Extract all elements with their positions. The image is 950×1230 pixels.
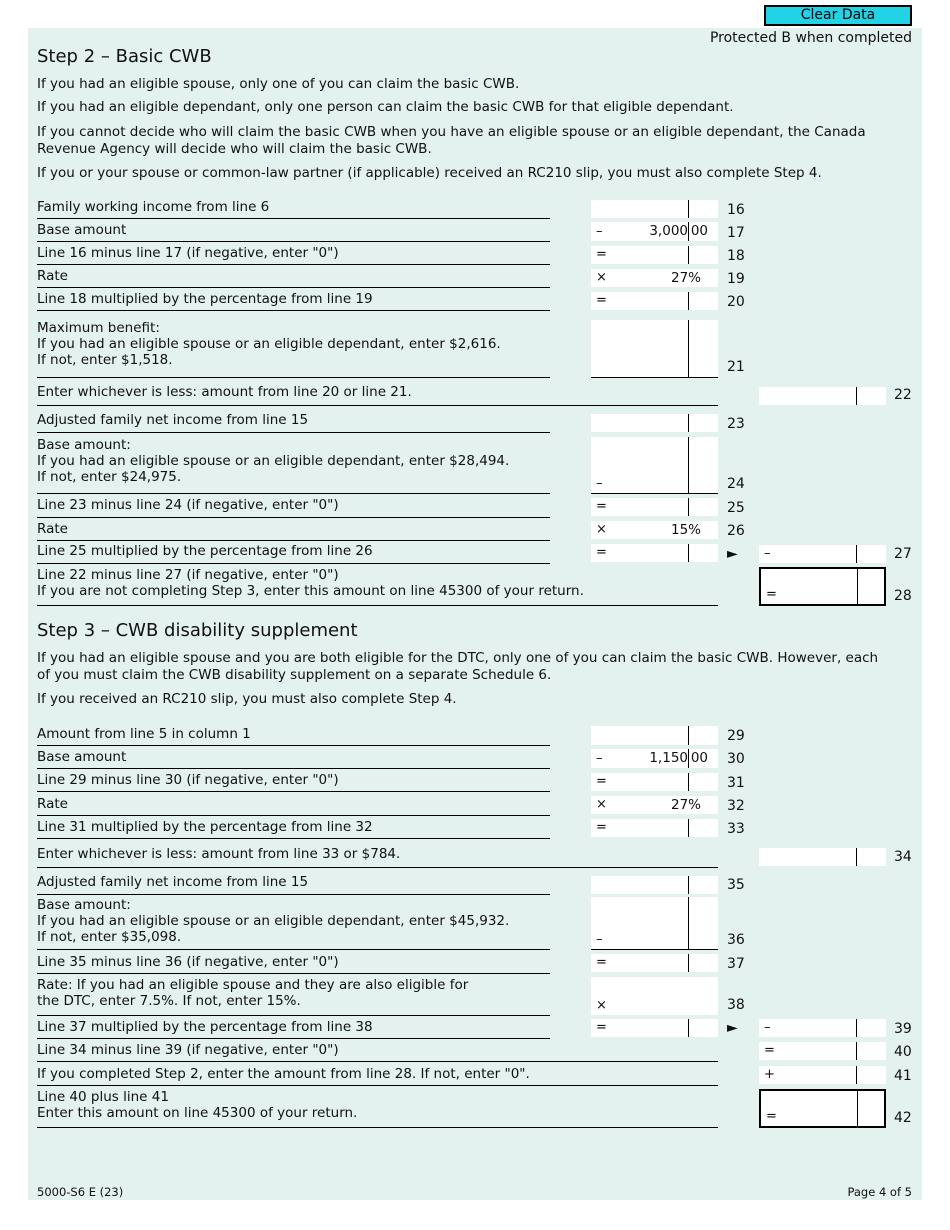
line21-label-3: If not, enter $1,518. bbox=[37, 352, 173, 368]
line40-field[interactable] bbox=[759, 1042, 886, 1060]
line21-number: 21 bbox=[727, 359, 745, 375]
line28-number: 28 bbox=[894, 588, 912, 604]
line21-label bbox=[37, 320, 550, 378]
line20-number: 20 bbox=[727, 294, 745, 310]
line36-label-1: Base amount: bbox=[37, 897, 131, 913]
line41-number: 41 bbox=[894, 1068, 912, 1084]
line37-label: Line 35 minus line 36 (if negative, enter "0") bbox=[37, 954, 550, 974]
clear-data-button[interactable]: Clear Data bbox=[764, 5, 912, 26]
line40-number: 40 bbox=[894, 1044, 912, 1060]
line42-label bbox=[37, 1089, 718, 1128]
step3-para2: If you received an RC210 slip, you must also complete Step 4. bbox=[37, 691, 457, 707]
equals-sign: = bbox=[766, 1109, 777, 1124]
line18-label: Line 16 minus line 17 (if negative, enter "0") bbox=[37, 245, 550, 265]
line37-number: 37 bbox=[727, 956, 745, 972]
step2-para3 bbox=[37, 124, 897, 158]
line36-field[interactable] bbox=[591, 897, 718, 950]
step3-title: Step 3 – CWB disability supplement bbox=[37, 620, 358, 641]
equals-sign: = bbox=[596, 1020, 607, 1035]
minus-sign: – bbox=[596, 224, 603, 239]
line18-field[interactable] bbox=[591, 246, 718, 264]
line34-label: Enter whichever is less: amount from line 33 or $784. bbox=[37, 846, 718, 868]
line39-total-field[interactable] bbox=[759, 1019, 886, 1037]
line31-field[interactable] bbox=[591, 773, 718, 791]
equals-sign: = bbox=[596, 774, 607, 789]
line17-number: 17 bbox=[727, 225, 745, 241]
times-sign: × bbox=[596, 998, 607, 1013]
line17-cents: 00 bbox=[690, 223, 708, 239]
line41-field[interactable] bbox=[759, 1066, 886, 1084]
line16-number: 16 bbox=[727, 202, 745, 218]
line32-rate: 27% bbox=[670, 797, 701, 813]
line38-number: 38 bbox=[727, 997, 745, 1013]
line42-label-2: Enter this amount on line 45300 of your return. bbox=[37, 1105, 358, 1121]
step2-para4: If you or your spouse or common-law partner (if applicable) received an RC210 slip, you must also complete Step 4. bbox=[37, 165, 822, 181]
line25-label: Line 23 minus line 24 (if negative, enter "0") bbox=[37, 497, 550, 518]
line27-label: Line 25 multiplied by the percentage from line 26 bbox=[37, 543, 550, 564]
line21-field[interactable] bbox=[591, 320, 718, 378]
line17-label: Base amount bbox=[37, 222, 550, 242]
line33-field[interactable] bbox=[591, 819, 718, 837]
equals-sign: = bbox=[596, 293, 607, 308]
line40-label: Line 34 minus line 39 (if negative, enter "0") bbox=[37, 1042, 718, 1062]
step2-para1: If you had an eligible spouse, only one of you can claim the basic CWB. bbox=[37, 76, 520, 92]
line38-label-2: the DTC, enter 7.5%. If not, enter 15%. bbox=[37, 993, 301, 1009]
equals-sign: = bbox=[596, 820, 607, 835]
line28-label-2: If you are not completing Step 3, enter this amount on line 45300 of your return. bbox=[37, 583, 584, 599]
line31-label: Line 29 minus line 30 (if negative, enter "0") bbox=[37, 772, 550, 792]
line28-label bbox=[37, 567, 718, 606]
line21-label-1: Maximum benefit: bbox=[37, 320, 160, 336]
line26-rate: 15% bbox=[670, 522, 701, 538]
line16-field[interactable] bbox=[591, 200, 718, 218]
equals-sign: = bbox=[596, 499, 607, 514]
line18-number: 18 bbox=[727, 248, 745, 264]
arrow-icon: ► bbox=[727, 546, 738, 562]
equals-sign: = bbox=[596, 545, 607, 560]
line21-label-2: If you had an eligible spouse or an eligible dependant, enter $2,616. bbox=[37, 336, 501, 352]
line24-label bbox=[37, 437, 550, 494]
line42-field[interactable] bbox=[759, 1089, 886, 1128]
line30-label: Base amount bbox=[37, 749, 550, 769]
line19-field bbox=[591, 269, 718, 287]
line25-field[interactable] bbox=[591, 498, 718, 516]
line26-number: 26 bbox=[727, 523, 745, 539]
line37-field[interactable] bbox=[591, 954, 718, 972]
line30-number: 30 bbox=[727, 751, 745, 767]
line36-label bbox=[37, 897, 550, 950]
line31-number: 31 bbox=[727, 775, 745, 791]
line24-label-1: Base amount: bbox=[37, 437, 131, 453]
line27-total-field[interactable] bbox=[759, 545, 886, 563]
times-sign: × bbox=[596, 270, 607, 285]
line19-number: 19 bbox=[727, 271, 745, 287]
line34-number: 34 bbox=[894, 849, 912, 865]
line24-field[interactable] bbox=[591, 437, 718, 494]
line17-field bbox=[591, 222, 718, 241]
step2-para3-line1: If you cannot decide who will claim the basic CWB when you have an eligible spouse or an eligible dependant, the Canada bbox=[37, 124, 866, 140]
step3-para1 bbox=[37, 650, 897, 684]
line42-label-1: Line 40 plus line 41 bbox=[37, 1089, 169, 1105]
equals-sign: = bbox=[764, 1043, 775, 1058]
arrow-icon: ► bbox=[727, 1020, 738, 1036]
line29-number: 29 bbox=[727, 728, 745, 744]
times-sign: × bbox=[596, 522, 607, 537]
line22-field[interactable] bbox=[759, 387, 886, 405]
step2-para3-line2: Revenue Agency will decide who will claim the basic CWB. bbox=[37, 141, 432, 157]
line29-field[interactable] bbox=[591, 726, 718, 745]
line42-number: 42 bbox=[894, 1110, 912, 1126]
line25-number: 25 bbox=[727, 500, 745, 516]
line22-number: 22 bbox=[894, 387, 912, 403]
line39-field[interactable] bbox=[591, 1019, 718, 1037]
line36-label-3: If not, enter $35,098. bbox=[37, 929, 182, 945]
line20-field[interactable] bbox=[591, 292, 718, 310]
line24-label-2: If you had an eligible spouse or an eligible dependant, enter $28,494. bbox=[37, 453, 510, 469]
line36-label-2: If you had an eligible spouse or an eligible dependant, enter $45,932. bbox=[37, 913, 510, 929]
line27-field[interactable] bbox=[591, 544, 718, 562]
equals-sign: = bbox=[596, 247, 607, 262]
protected-notice: Protected B when completed bbox=[709, 30, 912, 46]
minus-sign: – bbox=[596, 751, 603, 766]
line17-dollars: 3,000 bbox=[649, 223, 688, 239]
minus-sign: – bbox=[764, 546, 771, 561]
line28-field[interactable] bbox=[759, 567, 886, 606]
line39-number: 39 bbox=[894, 1021, 912, 1037]
line35-number: 35 bbox=[727, 877, 745, 893]
line30-field bbox=[591, 749, 718, 768]
line16-label: Family working income from line 6 bbox=[37, 199, 550, 219]
line26-field bbox=[591, 521, 718, 539]
line29-label: Amount from line 5 in column 1 bbox=[37, 726, 550, 746]
line22-label: Enter whichever is less: amount from line 20 or line 21. bbox=[37, 384, 718, 406]
times-sign: × bbox=[596, 797, 607, 812]
line23-field[interactable] bbox=[591, 414, 718, 432]
line33-number: 33 bbox=[727, 821, 745, 837]
step2-para2: If you had an eligible dependant, only one person can claim the basic CWB for that eligible dependant. bbox=[37, 99, 734, 115]
minus-sign: – bbox=[596, 932, 603, 947]
line35-label: Adjusted family net income from line 15 bbox=[37, 874, 550, 895]
line20-label: Line 18 multiplied by the percentage from line 19 bbox=[37, 291, 550, 311]
line36-number: 36 bbox=[727, 932, 745, 948]
line19-label: Rate bbox=[37, 268, 550, 288]
line34-field[interactable] bbox=[759, 848, 886, 866]
line32-label: Rate bbox=[37, 796, 550, 816]
line19-rate: 27% bbox=[670, 270, 701, 286]
line26-label: Rate bbox=[37, 521, 550, 541]
line27-number: 27 bbox=[894, 546, 912, 562]
line38-field[interactable] bbox=[591, 977, 718, 1015]
line32-field bbox=[591, 796, 718, 814]
form-id: 5000-S6 E (23) bbox=[37, 1185, 124, 1199]
page-number: Page 4 of 5 bbox=[847, 1185, 912, 1199]
line23-label: Adjusted family net income from line 15 bbox=[37, 412, 550, 433]
line39-label: Line 37 multiplied by the percentage from line 38 bbox=[37, 1019, 550, 1039]
minus-sign: – bbox=[764, 1020, 771, 1035]
line24-label-3: If not, enter $24,975. bbox=[37, 469, 182, 485]
line38-label bbox=[37, 977, 550, 1016]
equals-sign: = bbox=[596, 955, 607, 970]
step2-title: Step 2 – Basic CWB bbox=[37, 46, 212, 67]
line38-label-1: Rate: If you had an eligible spouse and they are also eligible for bbox=[37, 977, 469, 993]
plus-sign: + bbox=[764, 1067, 775, 1082]
line24-number: 24 bbox=[727, 476, 745, 492]
minus-sign: – bbox=[596, 476, 603, 491]
line23-number: 23 bbox=[727, 416, 745, 432]
step3-para1-line2: of you must claim the CWB disability supplement on a separate Schedule 6. bbox=[37, 667, 552, 683]
equals-sign: = bbox=[766, 587, 777, 602]
line35-field[interactable] bbox=[591, 876, 718, 894]
step3-para1-line1: If you had an eligible spouse and you are both eligible for the DTC, only one of you can claim the basic CWB. However, each bbox=[37, 650, 879, 666]
line30-dollars: 1,150 bbox=[649, 750, 688, 766]
line30-cents: 00 bbox=[690, 750, 708, 766]
line32-number: 32 bbox=[727, 798, 745, 814]
line33-label: Line 31 multiplied by the percentage from line 32 bbox=[37, 819, 550, 839]
line41-label: If you completed Step 2, enter the amount from line 28. If not, enter "0". bbox=[37, 1066, 718, 1086]
line28-label-1: Line 22 minus line 27 (if negative, enter "0") bbox=[37, 567, 339, 583]
